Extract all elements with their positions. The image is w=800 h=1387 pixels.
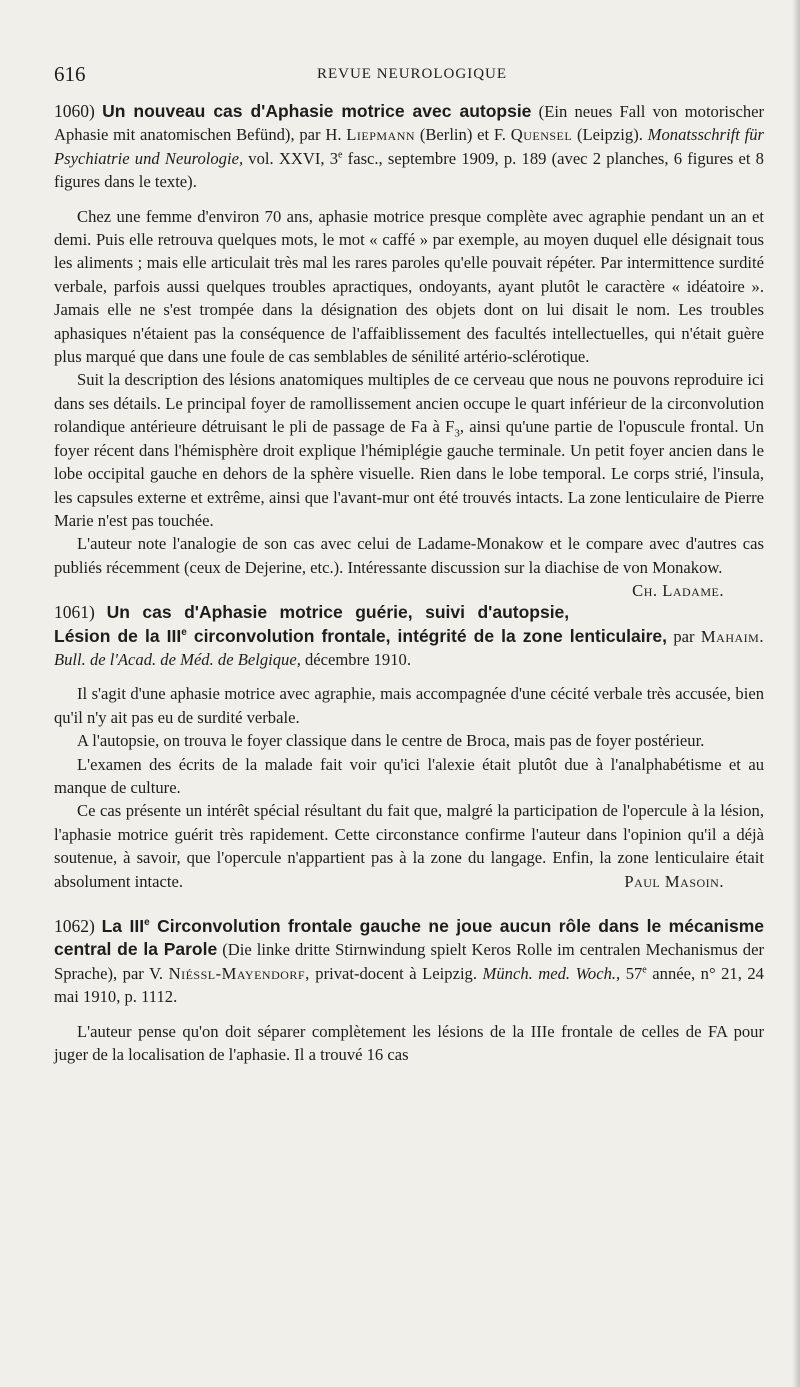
reference-text: vol. XXVI, 3 (243, 148, 339, 168)
body-paragraph: L'examen des écrits de la malade fait voir qu'ici l'alexie était plutôt due à l'analphabétisme et au manque de culture. (54, 754, 764, 797)
entry-number: 1060) (54, 101, 95, 121)
reference-text: décembre 1910. (300, 649, 411, 669)
superscript: e (338, 149, 343, 161)
entry-heading (54, 100, 764, 194)
superscript: e (642, 964, 647, 976)
reference-text: fasc., septembre 1909, p. 189 (avec 2 planches, 6 figures et 8 figures dans le texte). (54, 148, 764, 192)
paragraph-text: L'auteur note l'analogie de son cas avec celui de Ladame-Monakow et le compare avec d'autres cas publiés récemment (ceux de Dejerine, etc.). Intéressante discussion sur la diachise de von Monakow. (54, 534, 764, 577)
reference-text: (Berlin) et F. (415, 125, 511, 145)
entry-1062 (54, 915, 764, 1066)
paragraph-text: , ainsi qu'une partie de l'opuscule frontal. Un foyer récent dans l'hémisphère droit explique l'hémiplégie gauche terminale. Un petit foyer ancien dans le lobe occipital gauche en dehors de la sphère visuelle. Rien dans le lobe temporal. Le corps strié, l'insula, les capsules externe et extrême, ainsi que l'avant-mur ont été trouvés intacts. La zone lenticulaire de Pierre Marie n'est pas touchée. (54, 417, 764, 530)
entry-title (54, 602, 667, 645)
reference-text: année, n° 21, 24 mai 1910, p. 1112. (54, 963, 764, 1007)
reviewer-signature: Ch. Ladame. (632, 581, 724, 601)
reference-text: (Ein neues Fall von motorischer Aphasie mit anatomischen Befünd), par H. (54, 102, 765, 145)
article-body (54, 100, 764, 1066)
title-text: circonvolution frontale, intégrité de la zone lenticulaire, (186, 625, 667, 646)
entry-1061 (54, 601, 764, 893)
entry-heading (54, 915, 764, 1009)
reference-text: privat-docent à Leipzig. (309, 963, 483, 983)
author-name: Niéssl-Mayendorf, (168, 963, 310, 983)
reference-text: (Leipzig). (572, 125, 648, 145)
body-paragraph: Chez une femme d'environ 70 ans, aphasie motrice presque complète avec agraphie pendant un an et demi. Puis elle retrouva quelques mots, le mot « caffé » par exemple, au moyen duquel elle désignait tous les aliments ; mais elle articulait très mal les rares paroles qu'elle pouvait répéter. Par intermittence surdité verbale, parfois aussi quelques troubles apractiques, ondoyants, ayant plutôt le caractère « idéatoire ». Jamais elle ne s'est trompée dans la désignation des objets dont on lui disait le nom. Les troubles aphasiques n'étaient pas la conséquence de l'affaiblissement des facultés intellectuelles, qui n'était guère plus marqué que dans une foule de cas semblables de sénilité artério-sclérotique. (54, 206, 764, 367)
journal-title: Münch. med. Woch., (482, 963, 621, 983)
page-header (54, 62, 770, 88)
body-paragraph: L'auteur pense qu'on doit séparer complètement les lésions de la IIIe frontale de celles de FA pour juger de la localisation de l'aphasie. Il a trouvé 16 cas (54, 1021, 764, 1065)
superscript: e (144, 917, 150, 929)
entry-number: 1062) (54, 916, 95, 936)
title-text: Un cas d'Aphasie motrice guérie, suivi d'autopsie, Lésion de la III (54, 602, 570, 646)
author-name: Quensel (510, 125, 573, 145)
subscript: 3 (454, 427, 460, 440)
entry-heading (54, 601, 764, 671)
author-name: Liepmann (346, 125, 416, 145)
author-name: Mahaim. (700, 626, 764, 646)
reference-text: par (667, 626, 701, 646)
journal-title: Bull. de l'Acad. de Méd. de Belgique, (54, 649, 301, 669)
body-paragraph: Il s'agit d'une aphasie motrice avec agraphie, mais accompagnée d'une cécité verbale très accusée, bien qu'il n'y ait pas eu de surdité verbale. (54, 684, 764, 727)
title-text: Circonvolution frontale gauche ne joue aucun rôle dans le mécanisme central de la Parole (54, 916, 765, 960)
title-text: La III (101, 916, 145, 936)
running-title: REVUE NEUROLOGIQUE (316, 66, 508, 82)
body-paragraph (54, 368, 764, 532)
entry-number: 1061) (54, 602, 95, 623)
page-number: 616 (54, 62, 86, 86)
journal-title: Monatsschrift für Psychiatrie und Neurologie, (54, 125, 764, 168)
entry-title: Un nouveau cas d'Aphasie motrice avec autopsie (102, 101, 532, 121)
reference-text: (Die linke dritte Stirnwindung spielt Keros Rolle im centralen Mechanismus der Sprache), par V. (54, 940, 764, 983)
reference-text: 57 (620, 963, 643, 983)
paragraph-text: Suit la description des lésions anatomiques multiples de ce cerveau que nous ne pouvons reproduire ici dans ses détails. Le principal foyer de ramollissement ancien occupe le quart inférieur de la circonvolution rolandique antérieure détruisant le pli de passage de Fa à F (54, 370, 764, 437)
superscript: e (181, 626, 187, 638)
body-paragraph (54, 532, 764, 601)
body-paragraph: A l'autopsie, on trouva le foyer classique dans le centre de Broca, mais pas de foyer postérieur. (77, 731, 705, 751)
body-paragraph (54, 799, 764, 893)
paragraph-text: Ce cas présente un intérêt spécial résultant du fait que, malgré la participation de l'opercule à la lésion, l'aphasie motrice guérit très rapidement. Cette circonstance confirme l'auteur dans l'opinion qu'il a déjà soutenue, à savoir, que l'opercule n'appartient pas à la zone du langage. Enfin, la zone lenticulaire était absolument intacte. (54, 801, 764, 891)
entry-1060 (54, 100, 765, 601)
reviewer-signature: Paul Masoin. (624, 871, 724, 891)
page-edge-shadow (792, 0, 800, 1387)
